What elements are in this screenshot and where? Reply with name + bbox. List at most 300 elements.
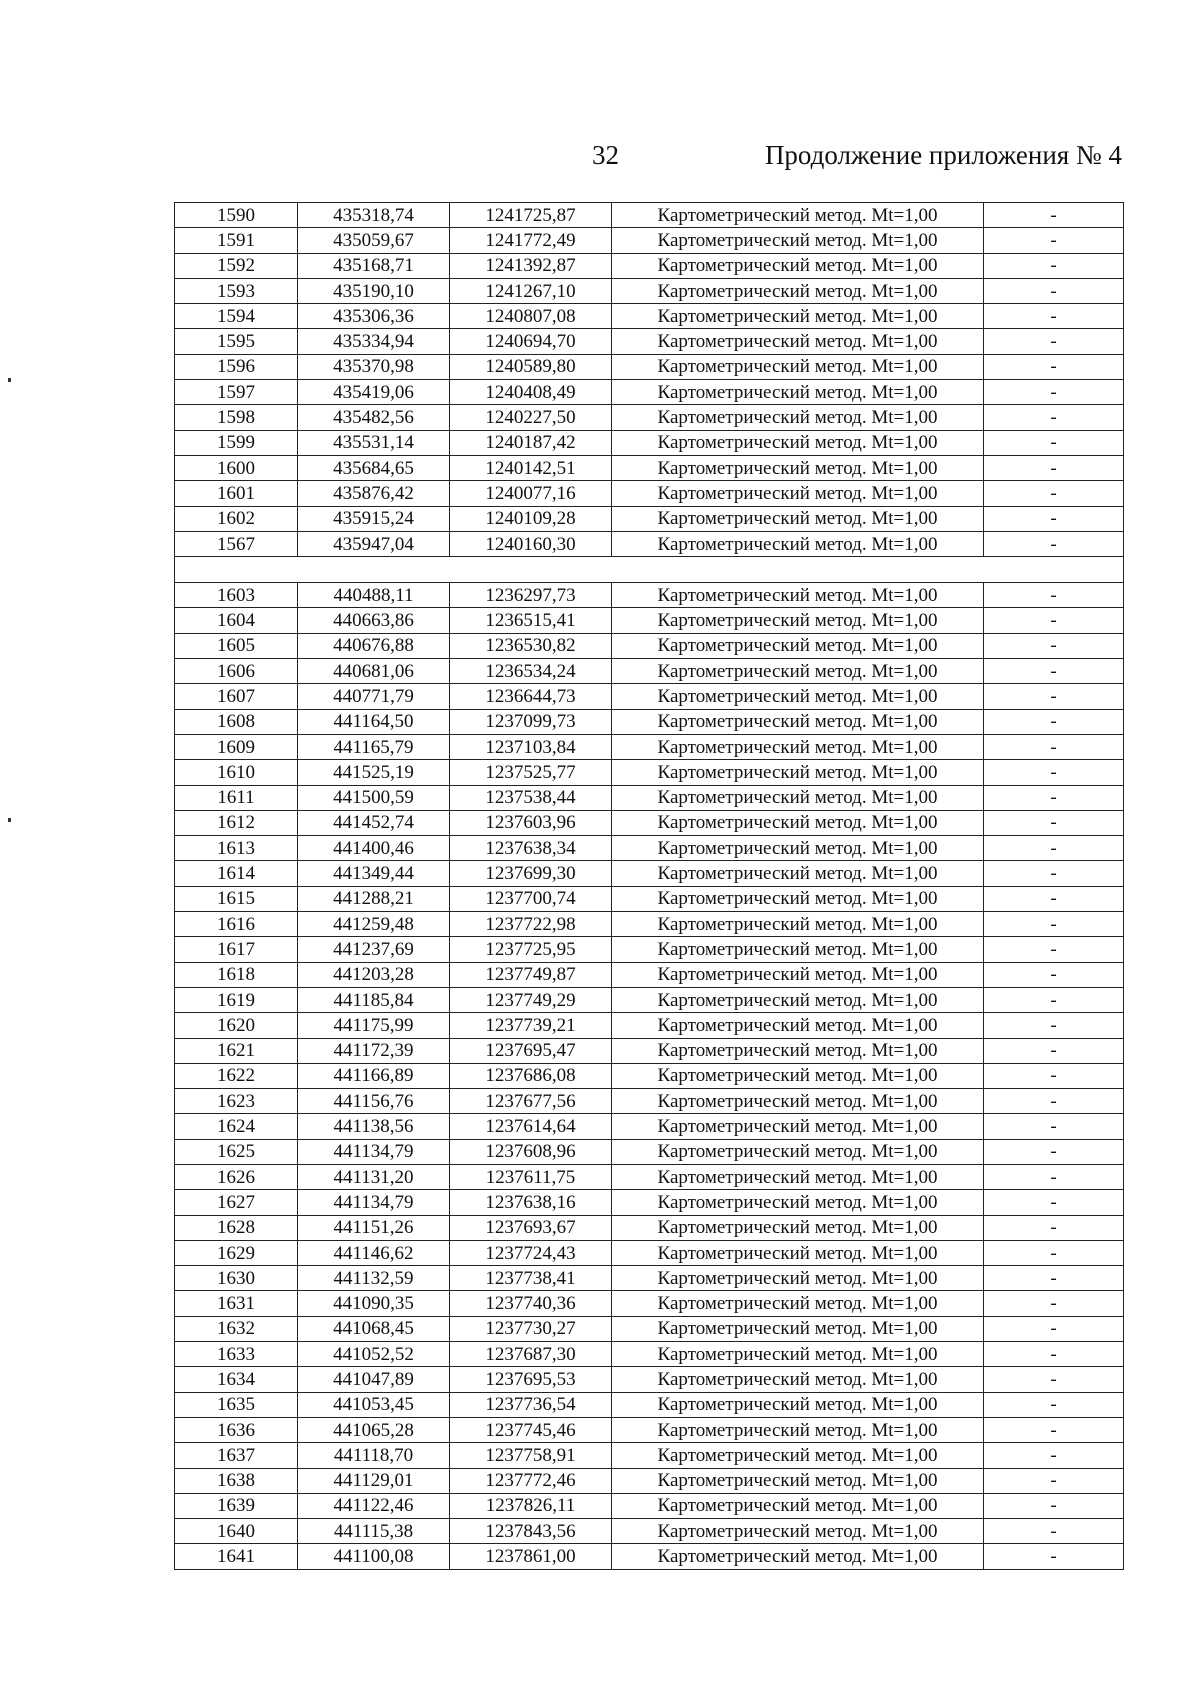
point-number-cell: 1597 [175,380,298,405]
method-cell: Картометрический метод. Mt=1,00 [612,734,984,759]
x-coordinate-cell: 441138,56 [298,1114,450,1139]
y-coordinate-cell: 1237687,30 [450,1342,612,1367]
error-cell: - [984,785,1124,810]
y-coordinate-cell: 1237099,73 [450,709,612,734]
error-cell: - [984,760,1124,785]
method-cell: Картометрический метод. Mt=1,00 [612,1544,984,1569]
point-number-cell: 1618 [175,962,298,987]
error-cell: - [984,1013,1124,1038]
point-number-cell: 1595 [175,329,298,354]
x-coordinate-cell: 441172,39 [298,1038,450,1063]
point-number-cell: 1634 [175,1367,298,1392]
x-coordinate-cell: 441400,46 [298,836,450,861]
point-number-cell: 1638 [175,1468,298,1493]
x-coordinate-cell: 441288,21 [298,886,450,911]
point-number-cell: 1624 [175,1114,298,1139]
x-coordinate-cell: 440681,06 [298,659,450,684]
point-number-cell: 1628 [175,1215,298,1240]
x-coordinate-cell: 441068,45 [298,1316,450,1341]
point-number-cell: 1616 [175,912,298,937]
table-row [175,1240,1124,1265]
x-coordinate-cell: 440771,79 [298,684,450,709]
table-row [175,354,1124,379]
x-coordinate-cell: 441151,26 [298,1215,450,1240]
table-row [175,836,1124,861]
error-cell: - [984,709,1124,734]
table-row [175,1266,1124,1291]
point-number-cell: 1598 [175,405,298,430]
table-row [175,1164,1124,1189]
error-cell: - [984,1266,1124,1291]
point-number-cell: 1606 [175,659,298,684]
method-cell: Картометрический метод. Mt=1,00 [612,1139,984,1164]
method-cell: Картометрический метод. Mt=1,00 [612,785,984,810]
error-cell: - [984,886,1124,911]
x-coordinate-cell: 435419,06 [298,380,450,405]
error-cell: - [984,861,1124,886]
table-row [175,1291,1124,1316]
x-coordinate-cell: 441349,44 [298,861,450,886]
table-row [175,1089,1124,1114]
point-number-cell: 1590 [175,203,298,228]
y-coordinate-cell: 1237611,75 [450,1164,612,1189]
y-coordinate-cell: 1237725,95 [450,937,612,962]
error-cell: - [984,1544,1124,1569]
y-coordinate-cell: 1240160,30 [450,531,612,556]
y-coordinate-cell: 1237525,77 [450,760,612,785]
method-cell: Картометрический метод. Mt=1,00 [612,304,984,329]
method-cell: Картометрический метод. Mt=1,00 [612,1240,984,1265]
y-coordinate-cell: 1237695,47 [450,1038,612,1063]
x-coordinate-cell: 441166,89 [298,1063,450,1088]
y-coordinate-cell: 1237693,67 [450,1215,612,1240]
x-coordinate-cell: 435876,42 [298,481,450,506]
method-cell: Картометрический метод. Mt=1,00 [612,836,984,861]
block-separator-row [175,557,1124,583]
scan-artifact [8,818,11,822]
point-number-cell: 1602 [175,506,298,531]
y-coordinate-cell: 1237730,27 [450,1316,612,1341]
method-cell: Картометрический метод. Mt=1,00 [612,684,984,709]
point-number-cell: 1622 [175,1063,298,1088]
method-cell: Картометрический метод. Mt=1,00 [612,1089,984,1114]
y-coordinate-cell: 1237739,21 [450,1013,612,1038]
x-coordinate-cell: 441131,20 [298,1164,450,1189]
point-number-cell: 1612 [175,810,298,835]
table-row [175,1316,1124,1341]
x-coordinate-cell: 440663,86 [298,608,450,633]
method-cell: Картометрический метод. Mt=1,00 [612,1114,984,1139]
y-coordinate-cell: 1237608,96 [450,1139,612,1164]
table-row [175,659,1124,684]
y-coordinate-cell: 1237700,74 [450,886,612,911]
error-cell: - [984,836,1124,861]
method-cell: Картометрический метод. Mt=1,00 [612,962,984,987]
y-coordinate-cell: 1237724,43 [450,1240,612,1265]
error-cell: - [984,329,1124,354]
x-coordinate-cell: 441175,99 [298,1013,450,1038]
x-coordinate-cell: 441134,79 [298,1190,450,1215]
y-coordinate-cell: 1237695,53 [450,1367,612,1392]
error-cell: - [984,684,1124,709]
table-row [175,455,1124,480]
x-coordinate-cell: 441065,28 [298,1417,450,1442]
method-cell: Картометрический метод. Mt=1,00 [612,1063,984,1088]
method-cell: Картометрический метод. Mt=1,00 [612,912,984,937]
error-cell: - [984,734,1124,759]
y-coordinate-cell: 1237638,34 [450,836,612,861]
table-row [175,1139,1124,1164]
table-row [175,937,1124,962]
table-row [175,1544,1124,1569]
point-number-cell: 1608 [175,709,298,734]
x-coordinate-cell: 435947,04 [298,531,450,556]
method-cell: Картометрический метод. Mt=1,00 [612,886,984,911]
point-number-cell: 1627 [175,1190,298,1215]
table-row [175,684,1124,709]
error-cell: - [984,304,1124,329]
point-number-cell: 1632 [175,1316,298,1341]
y-coordinate-cell: 1237603,96 [450,810,612,835]
error-cell: - [984,430,1124,455]
y-coordinate-cell: 1237614,64 [450,1114,612,1139]
error-cell: - [984,1443,1124,1468]
method-cell: Картометрический метод. Mt=1,00 [612,1468,984,1493]
x-coordinate-cell: 441052,52 [298,1342,450,1367]
x-coordinate-cell: 441259,48 [298,912,450,937]
method-cell: Картометрический метод. Mt=1,00 [612,1291,984,1316]
y-coordinate-cell: 1240589,80 [450,354,612,379]
table-row [175,203,1124,228]
table-row [175,1392,1124,1417]
error-cell: - [984,1519,1124,1544]
method-cell: Картометрический метод. Mt=1,00 [612,760,984,785]
method-cell: Картометрический метод. Mt=1,00 [612,1342,984,1367]
method-cell: Картометрический метод. Mt=1,00 [612,430,984,455]
error-cell: - [984,1316,1124,1341]
y-coordinate-cell: 1236515,41 [450,608,612,633]
point-number-cell: 1629 [175,1240,298,1265]
x-coordinate-cell: 435334,94 [298,329,450,354]
y-coordinate-cell: 1241392,87 [450,253,612,278]
method-cell: Картометрический метод. Mt=1,00 [612,253,984,278]
table-row [175,430,1124,455]
point-number-cell: 1607 [175,684,298,709]
x-coordinate-cell: 441185,84 [298,987,450,1012]
table-row [175,1063,1124,1088]
method-cell: Картометрический метод. Mt=1,00 [612,1493,984,1518]
y-coordinate-cell: 1240142,51 [450,455,612,480]
x-coordinate-cell: 441134,79 [298,1139,450,1164]
point-number-cell: 1613 [175,836,298,861]
method-cell: Картометрический метод. Mt=1,00 [612,1367,984,1392]
y-coordinate-cell: 1241267,10 [450,278,612,303]
point-number-cell: 1617 [175,937,298,962]
error-cell: - [984,1493,1124,1518]
y-coordinate-cell: 1240227,50 [450,405,612,430]
y-coordinate-cell: 1237686,08 [450,1063,612,1088]
x-coordinate-cell: 441156,76 [298,1089,450,1114]
method-cell: Картометрический метод. Mt=1,00 [612,987,984,1012]
table-row [175,810,1124,835]
method-cell: Картометрический метод. Mt=1,00 [612,659,984,684]
table-row [175,304,1124,329]
x-coordinate-cell: 435168,71 [298,253,450,278]
method-cell: Картометрический метод. Mt=1,00 [612,1316,984,1341]
y-coordinate-cell: 1237677,56 [450,1089,612,1114]
x-coordinate-cell: 441203,28 [298,962,450,987]
error-cell: - [984,608,1124,633]
error-cell: - [984,481,1124,506]
method-cell: Картометрический метод. Mt=1,00 [612,405,984,430]
y-coordinate-cell: 1237103,84 [450,734,612,759]
error-cell: - [984,987,1124,1012]
coordinates-table [174,202,1124,1570]
method-cell: Картометрический метод. Mt=1,00 [612,278,984,303]
point-number-cell: 1619 [175,987,298,1012]
point-number-cell: 1600 [175,455,298,480]
table-row [175,633,1124,658]
method-cell: Картометрический метод. Mt=1,00 [612,810,984,835]
point-number-cell: 1625 [175,1139,298,1164]
error-cell: - [984,937,1124,962]
x-coordinate-cell: 435059,67 [298,228,450,253]
y-coordinate-cell: 1236644,73 [450,684,612,709]
point-number-cell: 1640 [175,1519,298,1544]
error-cell: - [984,659,1124,684]
method-cell: Картометрический метод. Mt=1,00 [612,709,984,734]
method-cell: Картометрический метод. Mt=1,00 [612,861,984,886]
point-number-cell: 1593 [175,278,298,303]
table-row [175,1519,1124,1544]
y-coordinate-cell: 1240408,49 [450,380,612,405]
x-coordinate-cell: 441500,59 [298,785,450,810]
table-row [175,1367,1124,1392]
method-cell: Картометрический метод. Mt=1,00 [612,1266,984,1291]
point-number-cell: 1621 [175,1038,298,1063]
error-cell: - [984,1240,1124,1265]
point-number-cell: 1609 [175,734,298,759]
table-row [175,1493,1124,1518]
y-coordinate-cell: 1237738,41 [450,1266,612,1291]
point-number-cell: 1604 [175,608,298,633]
table-row [175,1013,1124,1038]
method-cell: Картометрический метод. Mt=1,00 [612,1443,984,1468]
error-cell: - [984,1367,1124,1392]
table-row [175,405,1124,430]
table-row [175,506,1124,531]
table-row [175,380,1124,405]
table-row [175,861,1124,886]
point-number-cell: 1639 [175,1493,298,1518]
y-coordinate-cell: 1237749,87 [450,962,612,987]
error-cell: - [984,1291,1124,1316]
error-cell: - [984,1342,1124,1367]
point-number-cell: 1631 [175,1291,298,1316]
x-coordinate-cell: 441146,62 [298,1240,450,1265]
x-coordinate-cell: 435370,98 [298,354,450,379]
table-row [175,531,1124,556]
y-coordinate-cell: 1241772,49 [450,228,612,253]
point-number-cell: 1591 [175,228,298,253]
x-coordinate-cell: 441452,74 [298,810,450,835]
table-row [175,785,1124,810]
error-cell: - [984,506,1124,531]
error-cell: - [984,1215,1124,1240]
x-coordinate-cell: 440488,11 [298,583,450,608]
table-row [175,709,1124,734]
x-coordinate-cell: 435306,36 [298,304,450,329]
method-cell: Картометрический метод. Mt=1,00 [612,608,984,633]
error-cell: - [984,455,1124,480]
table-row [175,987,1124,1012]
x-coordinate-cell: 441132,59 [298,1266,450,1291]
x-coordinate-cell: 435482,56 [298,405,450,430]
point-number-cell: 1599 [175,430,298,455]
table-row [175,608,1124,633]
error-cell: - [984,1114,1124,1139]
point-number-cell: 1614 [175,861,298,886]
point-number-cell: 1636 [175,1417,298,1442]
error-cell: - [984,633,1124,658]
error-cell: - [984,1089,1124,1114]
y-coordinate-cell: 1236534,24 [450,659,612,684]
y-coordinate-cell: 1236530,82 [450,633,612,658]
y-coordinate-cell: 1240109,28 [450,506,612,531]
error-cell: - [984,583,1124,608]
method-cell: Картометрический метод. Mt=1,00 [612,354,984,379]
table-row [175,1417,1124,1442]
method-cell: Картометрический метод. Mt=1,00 [612,1392,984,1417]
table-row [175,760,1124,785]
method-cell: Картометрический метод. Mt=1,00 [612,481,984,506]
x-coordinate-cell: 441100,08 [298,1544,450,1569]
table-row [175,962,1124,987]
point-number-cell: 1623 [175,1089,298,1114]
point-number-cell: 1630 [175,1266,298,1291]
error-cell: - [984,405,1124,430]
y-coordinate-cell: 1237745,46 [450,1417,612,1442]
method-cell: Картометрический метод. Mt=1,00 [612,1215,984,1240]
table-row [175,329,1124,354]
error-cell: - [984,228,1124,253]
method-cell: Картометрический метод. Mt=1,00 [612,583,984,608]
y-coordinate-cell: 1241725,87 [450,203,612,228]
x-coordinate-cell: 441122,46 [298,1493,450,1518]
table-row [175,481,1124,506]
point-number-cell: 1610 [175,760,298,785]
point-number-cell: 1567 [175,531,298,556]
x-coordinate-cell: 441047,89 [298,1367,450,1392]
method-cell: Картометрический метод. Mt=1,00 [612,1164,984,1189]
point-number-cell: 1601 [175,481,298,506]
error-cell: - [984,278,1124,303]
error-cell: - [984,1038,1124,1063]
error-cell: - [984,1392,1124,1417]
point-number-cell: 1635 [175,1392,298,1417]
method-cell: Картометрический метод. Mt=1,00 [612,531,984,556]
y-coordinate-cell: 1237843,56 [450,1519,612,1544]
table-row [175,1468,1124,1493]
method-cell: Картометрический метод. Mt=1,00 [612,1417,984,1442]
coordinates-table-body [175,203,1124,1570]
method-cell: Картометрический метод. Mt=1,00 [612,455,984,480]
x-coordinate-cell: 441115,38 [298,1519,450,1544]
error-cell: - [984,253,1124,278]
method-cell: Картометрический метод. Mt=1,00 [612,937,984,962]
table-row [175,253,1124,278]
point-number-cell: 1596 [175,354,298,379]
error-cell: - [984,1139,1124,1164]
point-number-cell: 1626 [175,1164,298,1189]
error-cell: - [984,912,1124,937]
x-coordinate-cell: 441165,79 [298,734,450,759]
error-cell: - [984,354,1124,379]
x-coordinate-cell: 441525,19 [298,760,450,785]
error-cell: - [984,531,1124,556]
y-coordinate-cell: 1237772,46 [450,1468,612,1493]
y-coordinate-cell: 1240077,16 [450,481,612,506]
method-cell: Картометрический метод. Mt=1,00 [612,1038,984,1063]
method-cell: Картометрический метод. Mt=1,00 [612,1519,984,1544]
method-cell: Картометрический метод. Mt=1,00 [612,329,984,354]
y-coordinate-cell: 1237758,91 [450,1443,612,1468]
table-row [175,912,1124,937]
method-cell: Картометрический метод. Mt=1,00 [612,506,984,531]
y-coordinate-cell: 1237722,98 [450,912,612,937]
table-row [175,278,1124,303]
x-coordinate-cell: 441129,01 [298,1468,450,1493]
x-coordinate-cell: 440676,88 [298,633,450,658]
x-coordinate-cell: 435318,74 [298,203,450,228]
point-number-cell: 1592 [175,253,298,278]
x-coordinate-cell: 441118,70 [298,1443,450,1468]
error-cell: - [984,1468,1124,1493]
page-title: Продолжение приложения № 4 [764,140,1122,170]
point-number-cell: 1603 [175,583,298,608]
error-cell: - [984,810,1124,835]
table-row [175,1443,1124,1468]
table-row [175,1114,1124,1139]
point-number-cell: 1611 [175,785,298,810]
y-coordinate-cell: 1237736,54 [450,1392,612,1417]
x-coordinate-cell: 441090,35 [298,1291,450,1316]
method-cell: Картометрический метод. Mt=1,00 [612,380,984,405]
x-coordinate-cell: 441164,50 [298,709,450,734]
table-row [175,1190,1124,1215]
method-cell: Картометрический метод. Mt=1,00 [612,228,984,253]
point-number-cell: 1620 [175,1013,298,1038]
empty-separator-cell [175,557,1124,583]
table-row [175,734,1124,759]
point-number-cell: 1637 [175,1443,298,1468]
table-row [175,1342,1124,1367]
y-coordinate-cell: 1236297,73 [450,583,612,608]
y-coordinate-cell: 1237826,11 [450,1493,612,1518]
point-number-cell: 1633 [175,1342,298,1367]
page-number: 32 [592,140,619,170]
error-cell: - [984,962,1124,987]
point-number-cell: 1605 [175,633,298,658]
error-cell: - [984,1164,1124,1189]
method-cell: Картометрический метод. Mt=1,00 [612,1190,984,1215]
scan-artifact [8,378,11,382]
method-cell: Картометрический метод. Mt=1,00 [612,633,984,658]
x-coordinate-cell: 435684,65 [298,455,450,480]
x-coordinate-cell: 441053,45 [298,1392,450,1417]
table-row [175,886,1124,911]
y-coordinate-cell: 1240807,08 [450,304,612,329]
